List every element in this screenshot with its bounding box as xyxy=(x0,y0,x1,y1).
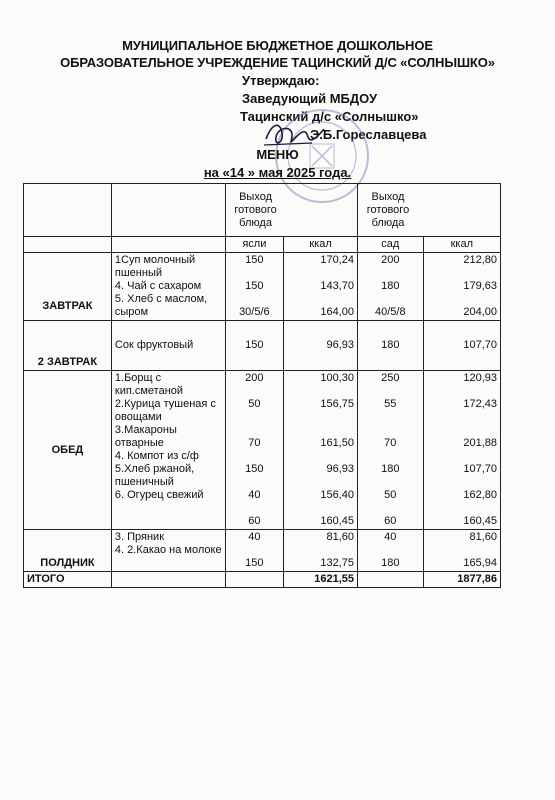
yield-yasli: 200 50 70 150 40 60 xyxy=(225,371,284,530)
header-yield-yasli: Выход готового блюда xyxy=(225,184,357,237)
kcal-yasli: 100,30 156,75 161,50 96,93 156,40 160,45 xyxy=(284,371,358,530)
kcal-sad: 81,60 165,94 xyxy=(423,530,500,572)
dish-list: 1.Борщ с кип.сметаной 2.Курица тушеная с овощами 3.Макароны отварные 4. Компот из с/ф 5.Хлеб ржаной, пшеничный 6. Огурец свежий xyxy=(111,371,225,530)
yield-sad: 180 xyxy=(357,321,423,371)
header-cell-empty xyxy=(111,184,225,237)
kcal-sad: 120,93 172,43 201,88 107,70 162,80 160,45 xyxy=(423,371,500,530)
table-row xyxy=(24,530,501,572)
total-empty xyxy=(111,572,225,588)
total-label: ИТОГО xyxy=(24,572,112,588)
dish-list: 1Суп молочный пшенный 4. Чай с сахаром 5. Хлеб с маслом, сыром xyxy=(111,253,225,321)
total-empty xyxy=(357,572,423,588)
meal-label: 2 ЗАВТРАК xyxy=(24,321,112,371)
kcal-yasli: 170,24 143,70 164,00 xyxy=(284,253,358,321)
total-kcal-sad: 1877,86 xyxy=(423,572,500,588)
kcal-yasli: 96,93 xyxy=(284,321,358,371)
approval-position: Заведующий МБДОУ xyxy=(242,91,378,106)
menu-date: на «14 » мая 2025 года. xyxy=(203,165,352,180)
subheader-kcal-2: ккал xyxy=(423,237,500,253)
meal-label: ПОЛДНИК xyxy=(24,530,112,572)
yield-sad: 200 180 40/5/8 xyxy=(357,253,423,321)
menu-table xyxy=(23,183,501,588)
subheader-empty xyxy=(24,237,112,253)
total-empty xyxy=(225,572,284,588)
subheader-yasli: ясли xyxy=(225,237,284,253)
subheader-empty xyxy=(111,237,225,253)
yield-yasli: 150 150 30/5/6 xyxy=(225,253,284,321)
total-row xyxy=(24,572,501,588)
approval-name: Э.Б.Гореславцева xyxy=(310,127,427,142)
header-yield-sad: Выход готового блюда xyxy=(357,184,500,237)
subheader-sad: сад xyxy=(357,237,423,253)
table-header-row xyxy=(24,184,501,237)
approval-org: Тацинский д/с «Солнышко» xyxy=(240,109,419,124)
meal-label: ОБЕД xyxy=(24,371,112,530)
header-line-1: МУНИЦИПАЛЬНОЕ БЮДЖЕТНОЕ ДОШКОЛЬНОЕ xyxy=(122,38,433,53)
menu-title: МЕНЮ xyxy=(256,147,299,162)
yield-sad: 40 180 xyxy=(357,530,423,572)
kcal-yasli: 81,60 132,75 xyxy=(284,530,358,572)
header-line-2: ОБРАЗОВАТЕЛЬНОЕ УЧРЕЖДЕНИЕ ТАЦИНСКИЙ Д/С «СОЛНЫШКО» xyxy=(60,55,495,70)
kcal-sad: 212,80 179,63 204,00 xyxy=(423,253,500,321)
table-row xyxy=(24,253,501,321)
header-cell-empty xyxy=(24,184,112,237)
table-subheader-row xyxy=(24,237,501,253)
signature-icon xyxy=(262,117,328,151)
approval-label: Утверждаю: xyxy=(242,73,320,88)
table-row xyxy=(24,371,501,530)
table-row xyxy=(24,321,501,371)
yield-yasli: 40 150 xyxy=(225,530,284,572)
yield-yasli: 150 xyxy=(225,321,284,371)
meal-label: ЗАВТРАК xyxy=(24,253,112,321)
kcal-sad: 107,70 xyxy=(423,321,500,371)
total-kcal-yasli: 1621,55 xyxy=(284,572,358,588)
dish-name: Сок фруктовый xyxy=(111,321,225,371)
yield-sad: 250 55 70 180 50 60 xyxy=(357,371,423,530)
dish-list: 3. Пряник 4. 2.Какао на молоке xyxy=(111,530,225,572)
subheader-kcal-1: ккал xyxy=(284,237,358,253)
